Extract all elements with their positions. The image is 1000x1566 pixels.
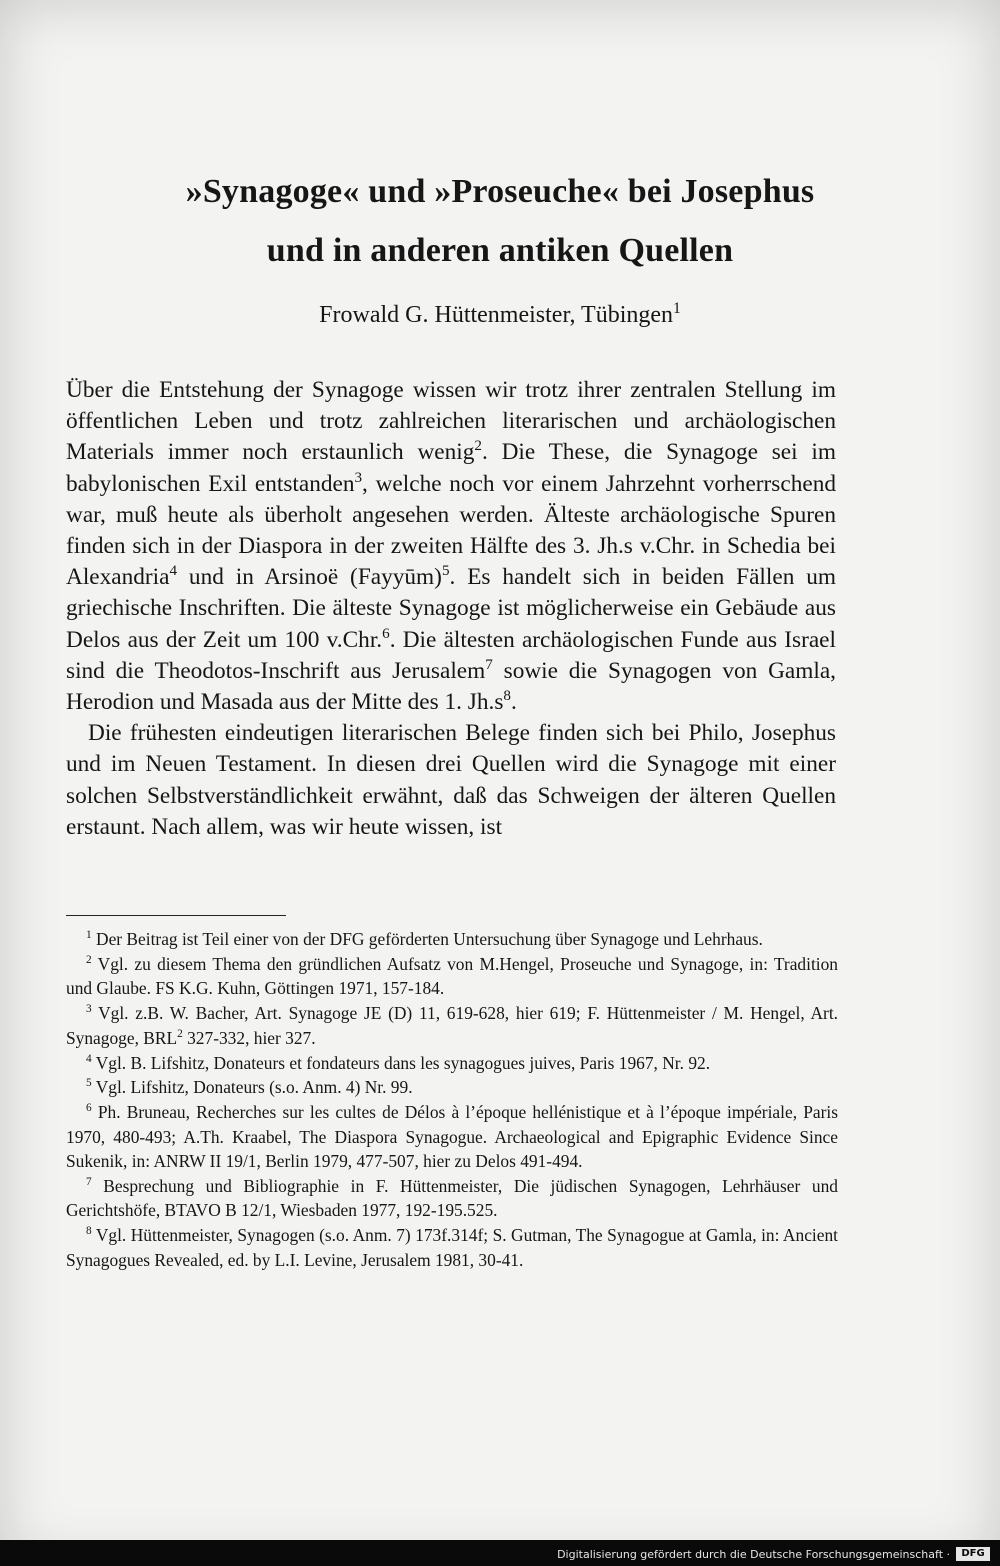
digitization-credit: Digitalisierung gefördert durch die Deutsche Forschungsgemeinschaft · (557, 1548, 950, 1561)
footnote-ref: 7 (485, 657, 493, 674)
paragraph-2: Die frühesten eindeutigen literarischen Belege finden sich bei Philo, Josephus und im Neuen Testament. In diesen drei Quellen wird die Synagoge mit einer solchen Selbstverständlichkeit erwähnt, daß das Schweigen der älteren Quellen erstaunt. Nach allem, was wir heute wissen, ist (66, 720, 836, 840)
author-name: Frowald G. Hüttenmeister, Tübingen (319, 302, 674, 328)
footnote-2: $^2$ Vgl. zu diesem Thema den gründlichen Aufsatz von M.Hengel, Proseuche und Synagoge, in: Tradition und Glaube. FS K.G. Kuhn, Göttingen 1971, 157-184. (66, 953, 838, 999)
author-line (60, 302, 940, 329)
footnote-4: $^4$ Vgl. B. Lifshitz, Donateurs et fondateurs dans les synagogues juives, Paris 1967, Nr. 92. (86, 1052, 711, 1073)
footnote-ref: 4 (169, 563, 178, 580)
dfg-logo-icon: DFG (956, 1547, 990, 1561)
footnote-ref: 8 (503, 688, 511, 705)
footnote-ref: 2 (474, 438, 482, 455)
article-title-line-2: und in anderen antiken Quellen (266, 232, 734, 269)
footnote-ref: 3 (354, 469, 363, 486)
body-text (66, 375, 836, 843)
paragraph-1: Über die Entstehung der Synagoge wissen wir trotz ihrer zentralen Stellung im öffentlichen Leben und trotz zahlreichen literarischen und archäologischen Materials immer noch erstaunlich wenig$^2$. Die These, die Synagoge sei im babylonischen Exil entstanden$^3$, welche noch vor einem Jahrzehnt vorherrschend war, muß heute als überholt angesehen werden. Älteste archäologische Spuren finden sich in der Diaspora in der zweiten Hälfte des 3. Jh.s v.Chr. in Schedia bei Alexandria$^4$ und in Arsinoë (Fayyūm)$^5$. Es handelt sich in beiden Fällen um griechische Inschriften. Die älteste Synagoge ist möglicherweise ein Gebäude aus Delos aus der Zeit um 100 v.Chr.$^6$. Die ältesten archäologischen Funde aus Israel sind die Theodotos-Inschrift aus Jerusalem$^7$ sowie die Synagogen von Gamla, Herodion und Masada aus der Mitte des 1. $Jh.s^8$. (66, 377, 837, 716)
footnote-ref: 5 (441, 563, 450, 580)
footnote-3: $^3$ Vgl. z.B. W. Bacher, Art. Synagoge JE (D) 11, 619-628, hier 619; F. Hüttenmeister / M. Hengel, Art. Synagoge, BRL$^2$ 327-332, hier 327. (66, 1003, 838, 1048)
footnote-8: $^8$ Vgl. Hüttenmeister, Synagogen (s.o. Anm. 7) 173f.314f; S. Gutman, The Synagogue at Gamla, in: Ancient Synagogues Revealed, ed. by L.I. Levine, Jerusalem 1981, 30-41. (66, 1225, 838, 1270)
footnote-6: $^6$ Ph. Bruneau, Recherches sur les cultes de Délos à l’époque hellénistique et à l’époque impériale, Paris 1970, 480-493; A.Th. Kraabel, The Diaspora Synagogue. Archaeological and Epigraphic Evidence Since Sukenik, in: ANRW II 19/1, Berlin 1979, 477-507, hier zu Delos 491-494. (66, 1102, 838, 1172)
footnote-ref: 6 (382, 625, 390, 642)
article-title-line-1: »Synagoge« und »Proseuche« bei Josephus (185, 173, 815, 210)
footnote-1: $^1$ Der Beitrag ist Teil einer von der DFG geförderten Untersuchung über Synagoge und Lehrhaus. (86, 929, 763, 949)
footnote-7: $^7$ Besprechung und Bibliographie in F. Hüttenmeister, Die jüdischen Synagogen, Lehrhäuser und Gerichtshöfe, BTAVO B 12/1, Wiesbaden 1977, 192-195.525. (66, 1176, 838, 1221)
footnotes (66, 927, 838, 1273)
footnote-separator (66, 915, 286, 916)
footnote-5: $^5$ Vgl. Lifshitz, Donateurs (s.o. Anm. 4) Nr. 99. (86, 1077, 413, 1098)
author-note-ref: 1 (673, 300, 681, 317)
